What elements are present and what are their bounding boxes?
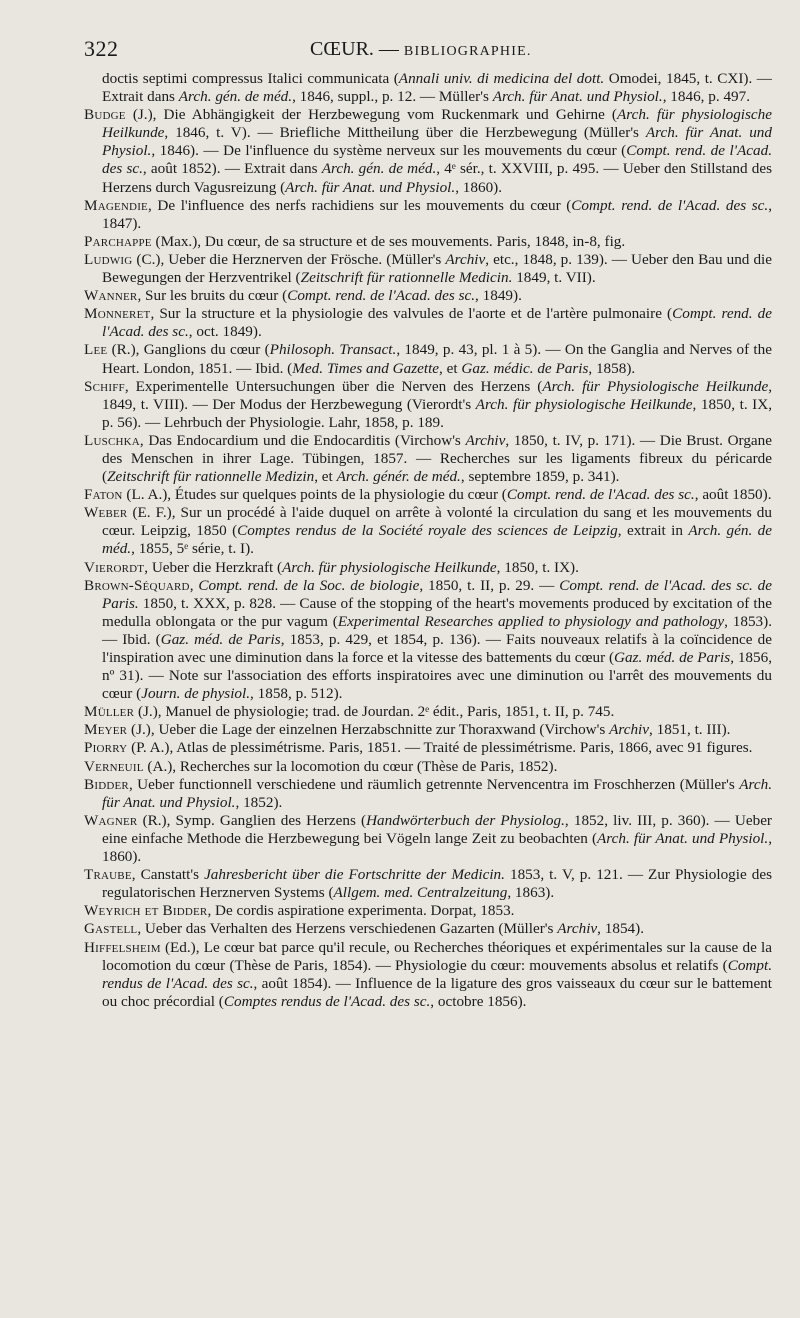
entry-text: , 1858). bbox=[588, 359, 636, 377]
bibliography-entry bbox=[84, 812, 772, 866]
bibliography-entry bbox=[84, 739, 772, 757]
entry-text: (Ed.), Le cœur bat parce qu'il recule, ou Recherches théoriques et expérimentales sur la cause de la locomotion du cœur (Thèse de Paris, 1854). — Physiologie du cœur: mouvements absolus et relatifs ( bbox=[102, 938, 772, 974]
entry-text: , 1849, t. VIII). — Der Modus der Herzbewegung (Vierordt's bbox=[102, 377, 772, 413]
author-name: Lee bbox=[84, 341, 108, 359]
work-title: Arch. für Anat. und Physiol. bbox=[102, 124, 772, 160]
entry-text: , et bbox=[439, 359, 462, 377]
work-title: Compt. rend. de l'Acad. des sc. bbox=[506, 486, 695, 504]
entry-text: (J.), Die Abhängigkeit der Herzbewegung vom Ruckenmark und Gehirne ( bbox=[125, 106, 617, 124]
running-title-section: BIBLIOGRAPHIE. bbox=[403, 44, 532, 59]
work-title: Gaz. médic. de Paris bbox=[461, 359, 589, 377]
running-header bbox=[84, 34, 772, 70]
entry-text: , Das Endocardium und die Endocarditis (Virchow's bbox=[139, 431, 466, 449]
work-title: Med. Times and Gazette bbox=[292, 359, 440, 377]
work-title: Zeitschrift für rationnelle Medicin. bbox=[300, 269, 513, 287]
author-name: Monneret bbox=[84, 305, 151, 323]
bibliography-entry bbox=[84, 251, 772, 287]
work-title: Compt. rend. de l'Acad. des sc. bbox=[102, 305, 772, 341]
work-title: Archiv bbox=[557, 920, 598, 938]
work-title: Zeitschrift für rationnelle Medizin bbox=[107, 468, 315, 486]
entry-text: , et bbox=[314, 468, 337, 486]
entry-text: , 1850, t. II, p. 29. — bbox=[419, 576, 560, 594]
entry-text: , etc., 1848, p. 139). — Ueber den Bau und die Bewegungen der Herzventrikel ( bbox=[102, 250, 772, 287]
work-title: Arch. für Physiologische Heilkunde bbox=[542, 377, 769, 395]
work-title: Compt. rend. de l'Acad. des sc. bbox=[287, 287, 476, 305]
work-title: Comptes rendus de la Société royale des sciences de Leipzig bbox=[237, 522, 618, 540]
entry-text: , De cordis aspiratione experimenta. Dorpat, 1853. bbox=[207, 902, 515, 920]
entry-text: , Canstatt's bbox=[131, 866, 205, 884]
bibliography-entry bbox=[84, 504, 772, 558]
entry-text: , 1850, t. IX, p. 56). — Lehrbuch der Physiologie. Lahr, 1858, p. 189. bbox=[102, 395, 773, 431]
entry-text: , 1846, suppl., p. 12. — Müller's bbox=[292, 88, 493, 106]
entry-text: Omodei, 1845, t. CXI). — Extrait dans bbox=[102, 70, 772, 106]
work-title: Arch. für physiologische Heilkunde bbox=[475, 395, 693, 413]
author-name: Faton bbox=[84, 486, 123, 504]
entry-text: , 1850, t. IX). bbox=[496, 558, 579, 576]
author-name: Vierordt bbox=[84, 558, 145, 576]
work-title: Allgem. med. Centralzeitung bbox=[333, 884, 508, 902]
work-title: Compt. rendus de l'Acad. des sc. bbox=[102, 956, 772, 992]
bibliography-entry-continued bbox=[84, 70, 772, 106]
work-title: Gaz. méd. de Paris bbox=[160, 630, 281, 648]
entry-text: , bbox=[189, 576, 199, 594]
entry-text: , août 1854). — Influence de la ligature des gros vaisseaux du cœur sur le battement ou choc précordial ( bbox=[102, 974, 772, 1010]
running-title-main: CŒUR. — bbox=[310, 38, 399, 60]
entry-text: , 1854). bbox=[597, 920, 644, 938]
work-title: Arch. gén. de méd. bbox=[321, 160, 437, 178]
work-title: Compt. rend. de l'Acad. des sc. de Paris. bbox=[102, 576, 773, 612]
entry-text: , 1855, 5ᵉ série, t. I). bbox=[131, 540, 254, 558]
entry-text: (R.), Ganglions du cœur ( bbox=[107, 341, 270, 359]
author-name: Weyrich et Bidder bbox=[84, 902, 208, 920]
entry-text: 1853, t. V, p. 121. — Zur Physiologie des regulatorischen Herznerven Systems ( bbox=[102, 866, 773, 902]
entry-text: 1849, t. VII). bbox=[512, 269, 596, 287]
author-name: Traube bbox=[84, 866, 132, 884]
work-title: Comptes rendus de l'Acad. des sc. bbox=[223, 992, 431, 1010]
entry-text: (L. A.), Études sur quelques points de la physiologie du cœur ( bbox=[122, 486, 507, 504]
bibliography-entry bbox=[84, 866, 772, 902]
entry-text: , De l'influence des nerfs rachidiens sur les mouvements du cœur ( bbox=[147, 196, 572, 214]
author-name: Gastell bbox=[84, 920, 138, 938]
running-title bbox=[310, 38, 532, 61]
entry-text: , août 1850). bbox=[694, 486, 772, 504]
entry-text: (R.), Symp. Ganglien des Herzens ( bbox=[137, 811, 367, 829]
entry-text: (Max.), Du cœur, de sa structure et de ses mouvements. Paris, 1848, in-8, fig. bbox=[151, 232, 626, 250]
bibliography-entry bbox=[84, 287, 772, 305]
entry-text: , Ueber functionnell verschiedene und räumlich getrennte Nervencentra im Froschherzen (Müller's bbox=[128, 775, 740, 793]
author-name: Weber bbox=[84, 504, 128, 522]
author-name: Schiff bbox=[84, 377, 125, 395]
work-title: Compt. rend. de l'Acad. des sc. bbox=[571, 196, 769, 214]
entry-text: , octobre 1856). bbox=[430, 992, 527, 1010]
work-title: Arch. für Anat. und Physiol. bbox=[102, 775, 772, 811]
entry-text: , Ueber das Verhalten des Herzens verschiedenen Gazarten (Müller's bbox=[137, 920, 558, 938]
page-number: 322 bbox=[84, 36, 119, 61]
entry-text: , 1856, nº 31). — Note sur l'association des efforts inspiratoires avec une diminution ou l'arrêt des mouvements du cœur ( bbox=[102, 649, 772, 703]
entry-text: , 1846, p. 497. bbox=[662, 88, 751, 106]
bibliography-entry bbox=[84, 197, 772, 233]
entry-text: , 1852, liv. III, p. 360). — Ueber eine einfache Methode die Herzbewegung bei Vögeln lange Zeit zu beobachten ( bbox=[102, 811, 772, 847]
entry-text: , 1860). bbox=[102, 829, 772, 866]
entry-text: , 1858, p. 512). bbox=[250, 685, 343, 703]
author-name: Budge bbox=[84, 106, 126, 124]
bibliography-list bbox=[84, 70, 772, 1011]
work-title: Journ. de physiol. bbox=[141, 685, 251, 703]
entry-text: (C.), Ueber die Herznerven der Frösche. (Müller's bbox=[132, 250, 446, 268]
entry-text: , septembre 1859, p. 341). bbox=[460, 468, 620, 486]
bibliography-entry bbox=[84, 902, 772, 920]
author-name: Wagner bbox=[84, 811, 138, 829]
work-title: Arch. gén. de méd. bbox=[178, 88, 293, 106]
work-title: Compt. rend. de l'Acad. des sc. bbox=[102, 142, 773, 178]
work-title: Annali univ. di medicina del dott. bbox=[398, 70, 605, 87]
bibliography-entry bbox=[84, 920, 772, 938]
work-title: Compt. rend. de la Soc. de biologie bbox=[198, 576, 420, 594]
entry-text: , Sur les bruits du cœur ( bbox=[137, 287, 288, 305]
work-title: Philosoph. Transact. bbox=[269, 341, 397, 359]
bibliography-entry bbox=[84, 341, 772, 377]
entry-text: (A.), Recherches sur la locomotion du cœur (Thèse de Paris, 1852). bbox=[143, 757, 558, 775]
bibliography-entry bbox=[84, 486, 772, 504]
entry-text: , août 1852). — Extrait dans bbox=[142, 160, 322, 178]
work-title: Archiv bbox=[465, 431, 506, 449]
work-title: Arch. génér. de méd. bbox=[336, 468, 461, 486]
entry-text: , 1850, t. IV, p. 171). — Die Brust. Organe des Menschen in ihrer Lage. Tübingen, 1857. — Recherches sur les ligaments fibreux du péricarde ( bbox=[102, 431, 773, 486]
work-title: Archiv bbox=[445, 250, 486, 268]
entry-text: , Sur la structure et la physiologie des valvules de l'aorte et de l'artère pulmonaire ( bbox=[150, 305, 673, 323]
entry-text: , 1853). — Ibid. ( bbox=[102, 612, 772, 648]
work-title: Arch. für Anat. und Physiol. bbox=[492, 88, 663, 106]
author-name: Luschka bbox=[84, 431, 140, 449]
entry-text: , 1849, p. 43, pl. 1 à 5). — On the Ganglia and Nerves of the Heart. London, 1851. — Ibid. ( bbox=[102, 341, 772, 377]
author-name: Verneuil bbox=[84, 757, 144, 775]
author-name: Ludwig bbox=[84, 250, 133, 268]
entry-text: , 1846, t. V). — Briefliche Mittheilung über die Herzbewegung (Müller's bbox=[164, 124, 646, 142]
work-title: Arch. gén. de méd. bbox=[102, 522, 772, 558]
bibliography-entry bbox=[84, 559, 772, 577]
entry-text: , 1846). — De l'influence du système nerveux sur les mouvements du cœur ( bbox=[151, 142, 627, 160]
entry-text: (P. A.), Atlas de plessimétrisme. Paris, 1851. — Traité de plessimétrisme. Paris, 1866, avec 91 figures. bbox=[127, 739, 753, 757]
entry-text: 1850, t. XXX, p. 828. — Cause of the stopping of the heart's movements produced by excitation of the medulla oblongata or the pur vagum ( bbox=[102, 594, 772, 630]
author-name: Parchappe bbox=[84, 232, 152, 250]
entry-text: , 1853, p. 429, et 1854, p. 136). — Faits nouveaux relatifs à la coïncidence de l'inspiration avec une diminution dans la force et la vitesse des battements du cœur ( bbox=[102, 630, 772, 666]
entry-text: , 1863). bbox=[507, 884, 555, 902]
bibliography-entry bbox=[84, 703, 772, 721]
bibliography-entry bbox=[84, 233, 772, 251]
author-name: Brown-Séquard bbox=[84, 576, 190, 594]
work-title: Arch. für physiologische Heilkunde bbox=[282, 558, 497, 576]
bibliography-entry bbox=[84, 721, 772, 739]
work-title: Jahresbericht über die Fortschritte der Medicin. bbox=[204, 866, 505, 884]
entry-text: doctis septimi compressus Italici communicata ( bbox=[102, 70, 399, 87]
author-name: Magendie bbox=[84, 196, 148, 214]
author-name: Wanner bbox=[84, 287, 138, 305]
entry-text: (E. F.), Sur un procédé à l'aide duquel on arrête à volonté la circulation du sang et les mouvements du cœur. Leipzig, 1850 ( bbox=[102, 504, 772, 540]
entry-text: (J.), Manuel de physiologie; trad. de Jourdan. 2ᵉ édit., Paris, 1851, t. II, p. 745. bbox=[134, 703, 615, 721]
bibliography-entry bbox=[84, 432, 772, 486]
work-title: Arch. für Anat. und Physiol. bbox=[597, 829, 769, 847]
bibliography-entry bbox=[84, 305, 772, 341]
entry-text: , 1852). bbox=[235, 793, 283, 811]
entry-text: , 1851, t. III). bbox=[649, 721, 731, 739]
work-title: Arch. für Anat. und Physiol. bbox=[285, 178, 456, 196]
bibliography-entry bbox=[84, 378, 772, 432]
entry-text: , Experimentelle Untersuchungen über die Nerven des Herzens ( bbox=[124, 377, 543, 395]
author-name: Bidder bbox=[84, 775, 129, 793]
bibliography-entry bbox=[84, 577, 772, 704]
author-name: Müller bbox=[84, 703, 135, 721]
entry-text: , Ueber die Herzkraft ( bbox=[144, 558, 283, 576]
entry-text: , 4ᵉ sér., t. XXVIII, p. 495. — Ueber den Stillstand des Herzens durch Vagusreizung ( bbox=[102, 160, 773, 196]
author-name: Hiffelsheim bbox=[84, 938, 161, 956]
work-title: Handwörterbuch der Physiolog. bbox=[366, 811, 565, 829]
bibliography-entry bbox=[84, 939, 772, 1011]
entry-text: (J.), Ueber die Lage der einzelnen Herzabschnitte zur Thoraxwand (Virchow's bbox=[127, 721, 610, 739]
bibliography-entry bbox=[84, 776, 772, 812]
author-name: Piorry bbox=[84, 739, 128, 757]
entry-text: , 1847). bbox=[102, 196, 772, 232]
work-title: Archiv bbox=[609, 721, 650, 739]
bibliography-entry bbox=[84, 106, 772, 196]
entry-text: , 1849). bbox=[475, 287, 522, 305]
work-title: Gaz. méd. de Paris bbox=[614, 649, 731, 666]
entry-text: , 1860). bbox=[455, 178, 503, 196]
author-name: Meyer bbox=[84, 721, 128, 739]
work-title: Experimental Researches applied to physiology and pathology bbox=[337, 612, 725, 630]
entry-text: , oct. 1849). bbox=[188, 323, 262, 341]
work-title: Arch. für physiologische Heilkunde bbox=[102, 106, 772, 142]
entry-text: , extrait in bbox=[617, 522, 689, 540]
bibliography-entry bbox=[84, 758, 772, 776]
